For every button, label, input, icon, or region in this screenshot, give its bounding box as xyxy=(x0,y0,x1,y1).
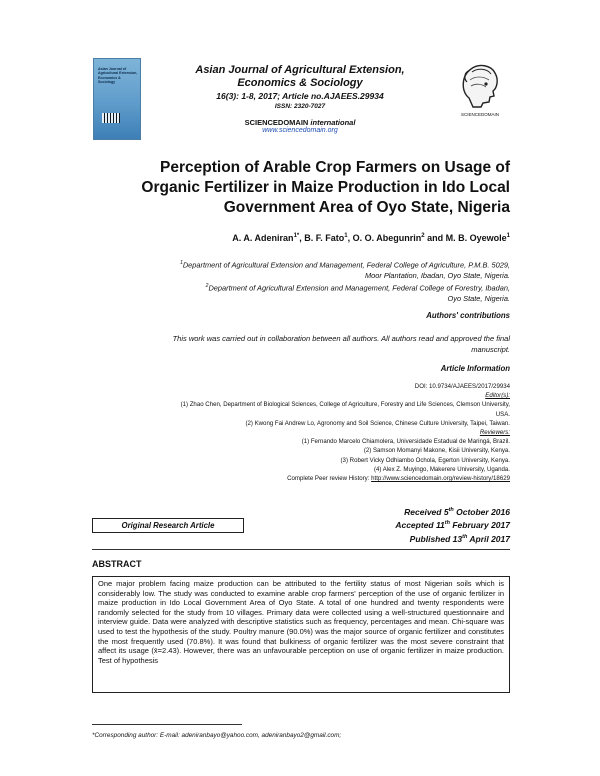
abstract-text: One major problem facing maize production can be attributed to the fertility status of most Nigerian soils which is considerably low. The study was conducted to examine arable crop farmers' perception of the use of organic fertilizer in maize production in Ido Local Government Area of Oyo State. A total of one hundred and twenty respondents were randomly selected for the study from 10 villages. Primary data were collected using a well-structured questionnaire and interview guide. Data were analyzed with descriptive statistics such as frequency, percentages and mean. Chi-square was used to test the hypothesis of the study. Poultry manure (90.0%) was the major source of organic fertilizer and constitutes the most frequently used (70.8%). It was found that bulkiness of organic fertilizer was the most severe constraint that affect its usage (x̄=2.43). However, there was an unfavourable perception on use of organic fertilizer in maize production. Test of hypothesis xyxy=(98,579,504,665)
footnote-divider xyxy=(92,724,242,725)
contributions-text: This work was carried out in collaboration between all authors. All authors read and approved the final manuscript. xyxy=(172,334,510,354)
reviewers-label: Reviewers: xyxy=(479,429,510,437)
affiliation-2: $^2$Department of Agricultural Extension and Management, Federal College of Forestry, Ibadan, xyxy=(205,283,510,293)
journal-title: Asian Journal of Agricultural Extension, Economics & Sociology xyxy=(195,64,405,89)
journal-cover-image xyxy=(93,58,141,140)
journal-header xyxy=(150,64,450,134)
editors-label: Editor(s): xyxy=(485,392,510,400)
review-history: Complete Peer review History: http://www.sciencedomain.org/review-history/18629 xyxy=(287,475,510,483)
section-divider xyxy=(92,549,510,550)
article-dates xyxy=(300,505,510,545)
abstract-heading: ABSTRACT xyxy=(92,559,142,569)
publisher-name: SCIENCEDOMAIN international xyxy=(244,118,356,127)
doi: DOI: 10.9734/AJAEES/2017/29934 xyxy=(414,383,510,390)
abstract-box xyxy=(92,576,510,693)
review-history-link[interactable]: http://www.sciencedomain.org/review-history/18629 xyxy=(371,475,510,483)
journal-issn: ISSN: 2320-7027 xyxy=(274,103,326,110)
logo-head-icon xyxy=(463,66,497,107)
received-date: Received 5th October 2016 xyxy=(404,506,510,517)
corresponding-author-footnote: *Corresponding author: E-mail: adeniranbayo@yahoo.com, adeniranbayo2@gmail.com; xyxy=(92,732,342,739)
cover-barcode xyxy=(102,113,120,123)
logo-caption: SCIENCEDOMAIN xyxy=(460,112,500,117)
publisher-logo xyxy=(455,58,505,120)
journal-issue: 16(3): 1-8, 2017; Article no.AJAEES.29934 xyxy=(216,91,384,101)
paper-title: Perception of Arable Crop Farmers on Usage of Organic Fertilizer in Maize Production in Ido Local Government Area of Oyo State, Nigeria xyxy=(141,159,510,216)
author-list: A. A. Adeniran$^{1*}$, B. F. Fato$^1$, O. O. Abegunrin$^2$ and M. B. Oyewole$^1$ xyxy=(232,233,510,243)
accepted-date: Accepted 11th February 2017 xyxy=(395,520,510,531)
contributions-heading: Authors' contributions xyxy=(426,311,510,320)
affiliations: $^1$Department of Agricultural Extension and Management, Federal College of Agriculture, P.M.B. 5029, Moor Plantation, Ibadan, Oyo State, Nigeria. $^2$Department of Agricultural Extension and Management, Federal College of Forestry, Ibadan, Oyo State, Nigeria. xyxy=(100,258,510,305)
published-date: Published 13th April 2017 xyxy=(409,533,510,544)
cover-title: Asian Journal of Agricultural Extension, Economics & Sociology xyxy=(98,67,138,85)
article-type-badge: Original Research Article xyxy=(92,518,244,533)
publisher-url[interactable]: www.sciencedomain.org xyxy=(262,127,338,134)
article-info-heading: Article Information xyxy=(440,364,510,373)
article-info: DOI: 10.9734/AJAEES/2017/29934 Editor(s): (1) Zhao Chen, Department of Biological Sciences, College of Agriculture, Forestry and Life Sciences, Clemson University, USA. (2) Kwong Fai Andrew Lo, Agronomy and Soil Science, Chinese Culture University, Taipei, Taiwan. Reviewers: (1) Fernando Marcelo Chiamolera, Universidade Estadual de Maringá, Brazil. (2) Samson Momanyi Makone, Kisii University, Kenya. (3) Robert Vicky Odhiambo Ochola, Egerton University, Kenya. (4) Alex Z. Muyingo, Makerere University, Uganda. Complete Peer review History: http://www.sciencedomain.org/review-history/18629 xyxy=(60,382,510,483)
affiliation-1: $^1$Department of Agricultural Extension and Management, Federal College of Agriculture, P.M.B. 5029, xyxy=(180,260,510,270)
